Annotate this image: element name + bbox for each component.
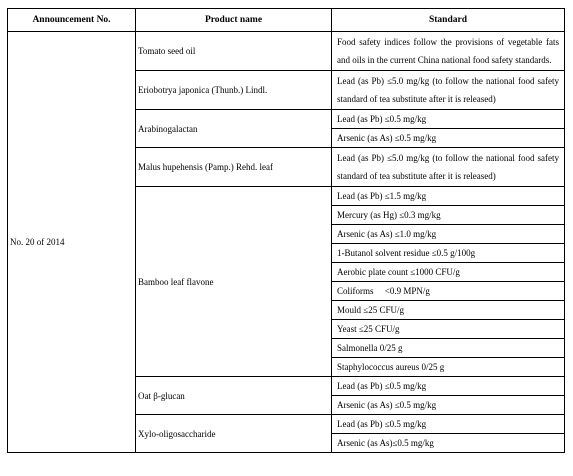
standard-cell: Coliforms <0.9 MPN/g bbox=[332, 282, 565, 301]
standard-cell: Arsenic (as As) ≤1.0 mg/kg bbox=[332, 225, 565, 244]
table-row bbox=[8, 32, 565, 71]
standard-cell: Arsenic (as As) ≤0.5 mg/kg bbox=[332, 129, 565, 148]
standard-cell: Arsenic (as As) ≤0.5 mg/kg bbox=[332, 396, 565, 415]
header-standard: Standard bbox=[332, 9, 565, 32]
product-name: Xylo-oligosaccharide bbox=[136, 415, 332, 453]
standard-cell: Arsenic (as As)≤0.5 mg/kg bbox=[332, 434, 565, 453]
standard-cell: Food safety indices follow the provisions of vegetable fats and oils in the current China national food safety standards. bbox=[332, 32, 565, 71]
product-name: Malus hupehensis (Pamp.) Rehd. leaf bbox=[136, 148, 332, 187]
standard-cell: Yeast ≤25 CFU/g bbox=[332, 320, 565, 339]
product-name: Eriobotrya japonica (Thunb.) Lindl. bbox=[136, 71, 332, 110]
standard-cell: Lead (as Pb) ≤1.5 mg/kg bbox=[332, 187, 565, 206]
header-product: Product name bbox=[136, 9, 332, 32]
product-name: Arabinogalactan bbox=[136, 110, 332, 148]
standard-cell: Staphylococcus aureus 0/25 g bbox=[332, 358, 565, 377]
standard-cell: Salmonella 0/25 g bbox=[332, 339, 565, 358]
announcement-number: No. 20 of 2014 bbox=[8, 32, 136, 453]
product-name: Bamboo leaf flavone bbox=[136, 187, 332, 377]
standard-cell: Lead (as Pb) ≤0.5 mg/kg bbox=[332, 377, 565, 396]
standard-cell: Lead (as Pb) ≤0.5 mg/kg bbox=[332, 415, 565, 434]
standard-cell: Lead (as Pb) ≤5.0 mg/kg (to follow the national food safety standard of tea substitute after it is released) bbox=[332, 148, 565, 187]
standards-table bbox=[7, 8, 565, 453]
standard-cell: Aerobic plate count ≤1000 CFU/g bbox=[332, 263, 565, 282]
header-row bbox=[8, 9, 565, 32]
standard-cell: Lead (as Pb) ≤5.0 mg/kg (to follow the national food safety standard of tea substitute after it is released) bbox=[332, 71, 565, 110]
header-announcement: Announcement No. bbox=[8, 9, 136, 32]
standard-cell: Mould ≤25 CFU/g bbox=[332, 301, 565, 320]
product-name: Tomato seed oil bbox=[136, 32, 332, 71]
standard-cell: 1-Butanol solvent residue ≤0.5 g/100g bbox=[332, 244, 565, 263]
standard-cell: Mercury (as Hg) ≤0.3 mg/kg bbox=[332, 206, 565, 225]
standard-cell: Lead (as Pb) ≤0.5 mg/kg bbox=[332, 110, 565, 129]
product-name: Oat β-glucan bbox=[136, 377, 332, 415]
